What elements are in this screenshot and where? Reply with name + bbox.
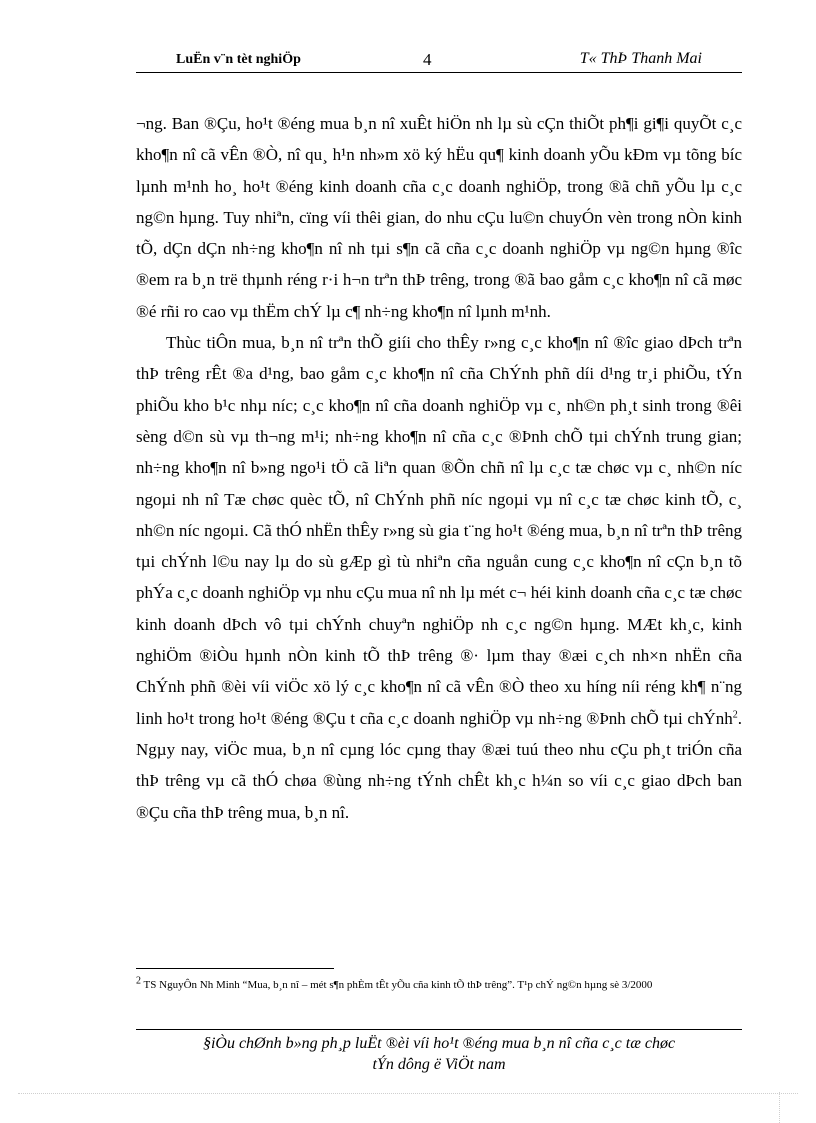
author-name: T« ThÞ Thanh Mai: [579, 50, 702, 67]
page-footer: [136, 1033, 742, 1075]
paragraph-2-text: Thùc tiÔn mua, b¸n nî trªn thÕ giíi cho thÊy r»ng c¸c kho¶n nî ®îc giao dÞch trªn thÞ trêng rÊt ®a d¹ng, bao gåm c¸c kho¶n nî cña ChÝnh phñ díi d¹ng tr¸i phiÕu, tÝn phiÕu kho b¹c nhµ níc; c¸c kho¶n nî cña doanh nghiÖp vµ c¸ nh©n ph¸t sinh trong ®êi sèng d©n sù vµ th¬ng m¹i; nh÷ng kho¶n nî cña c¸c ®Þnh chÕ tµi chÝnh trung gian; nh÷ng kho¶n nî b»ng ngo¹i tÖ cã liªn quan ®Õn chñ nî lµ c¸c tæ chøc vµ c¸ nh©n níc ngoµi nh nî Tæ chøc quèc tÕ, nî ChÝnh phñ níc ngoµi vµ nî c¸c tæ chøc kinh tÕ, c¸ nh©n níc ngoµi. Cã thÓ nhËn thÊy r»ng sù gia t¨ng ho¹t ®éng mua, b¸n nî trªn thÞ trêng tµi chÝnh l©u nay lµ do sù gÆp gì tù nhiªn cña nguån cung c¸c kho¶n nî cÇn b¸n tõ phÝa c¸c doanh nghiÖp vµ nhu cÇu mua nî nh lµ mét c¬ héi kinh doanh cña c¸c tæ chøc kinh doanh dÞch vô tµi chÝnh chuyªn nghiÖp nh c¸c ng©n hµng. MÆt kh¸c, kinh nghiÖm ®iÒu hµnh nÒn kinh tÕ thÞ trêng ®· lµm thay ®æi c¸ch nh×n nhËn cña ChÝnh phñ ®èi víi viÖc xö lý c¸c kho¶n nî cã vÊn ®Ò theo xu híng níi réng kh¶ n¨ng linh ho¹t trong ho¹t ®éng ®Çu t cña c¸c doanh nghiÖp vµ nh÷ng ®Þnh chÕ tµi chÝnh: [136, 333, 742, 728]
paragraph-1: ¬ng. Ban ®Çu, ho¹t ®éng mua b¸n nî xuÊt hiÖn nh lµ sù cÇn thiÕt ph¶i gi¶i quyÕt c¸c kho¶n nî cã vÊn ®Ò, nî qu¸ h¹n nh»m xö ký hËu qu¶ kinh doanh yÕu kÐm vµ tõng bíc lµnh m¹nh ho¸ ho¹t ®éng kinh doanh cña c¸c doanh nghiÖp, trong ®ã chñ yÕu lµ c¸c ng©n hµng. Tuy nhiªn, cïng víi thêi gian, do nhu cÇu lu©n chuyÓn vèn trong nÒn kinh tÕ, dÇn dÇn nh÷ng kho¶n nî nh tµi s¶n cã cña c¸c doanh nghiÖp vµ ng©n hµng ®îc ®em ra b¸n trë thµnh réng r·i h¬n trªn thÞ trêng, trong ®ã bao gåm c¸c kho¶n nî cã møc ®é rñi ro cao vµ thËm chÝ lµ c¶ nh÷ng kho¶n nî lµnh m¹nh.: [136, 114, 742, 321]
paragraph-2-continuation: . Ngµy nay, viÖc mua, b¸n nî cµng lóc cµng thay ®æi tuú theo nhu cÇu ph¸t triÓn cña thÞ trêng vµ cã thÓ chøa ®ùng nh÷ng tÝnh chÊt kh¸c h¼n so víi c¸c giao dÞch ban ®Çu cña: [136, 708, 742, 822]
page-number: 4: [423, 50, 432, 69]
footnote: [136, 977, 742, 993]
paragraph-2: [136, 327, 742, 828]
footer-rule: [136, 1029, 742, 1030]
footnote-ref: 2: [732, 708, 738, 720]
page-boundary-vertical: [779, 1092, 780, 1123]
thesis-label: LuËn v¨n tèt nghiÖp: [176, 52, 301, 67]
paragraph-2-end: thÞ trêng mua, b¸n nî.: [200, 802, 350, 822]
header-rule: [136, 72, 742, 73]
body-text: [136, 108, 742, 828]
footer-line-1: §iÒu chØnh b»ng ph¸p luËt ®èi víi ho¹t ®éng mua b¸n nî cña c¸c tæ chøc: [202, 1035, 676, 1052]
page-boundary: [18, 1093, 798, 1094]
footnote-rule: [136, 968, 334, 969]
footnote-text: TS NguyÔn Nh Minh “Mua, b¸n nî – mét s¶n phÈm tÊt yÕu cña kinh tÕ thÞ trêng”. T¹p chÝ ng©n hµng sè 3/2000: [141, 979, 653, 991]
footnote-marker: 2: [136, 975, 141, 987]
page-header: [136, 50, 742, 72]
footer-line-2: tÝn dông ë ViÖt nam: [372, 1056, 506, 1073]
